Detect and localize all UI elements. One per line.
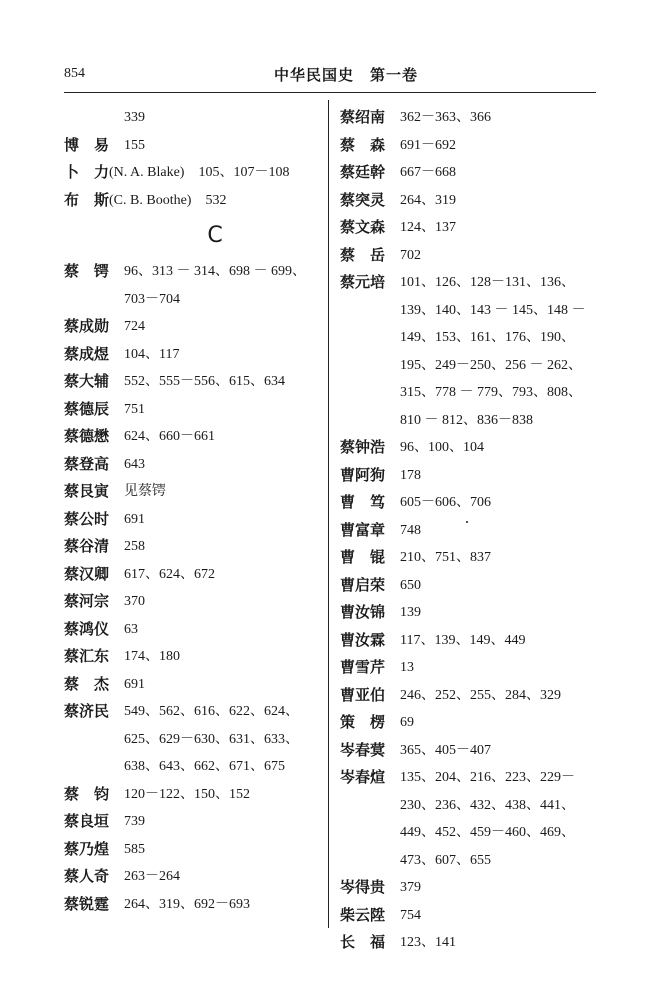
entry-name: 长 福: [340, 933, 386, 951]
index-entry: [64, 588, 326, 616]
index-entry: [64, 132, 326, 160]
index-entry: [340, 242, 602, 270]
entry-pages: 691－692: [400, 137, 456, 153]
entry-name: 曹 锟: [340, 548, 386, 566]
entry-name: 蔡 钧: [64, 784, 110, 803]
entry-pages: 754: [400, 907, 421, 923]
entry-pages: 702: [400, 247, 421, 263]
entry-name: 蔡锐霆: [64, 894, 110, 913]
index-entry: [340, 874, 602, 902]
index-entry: [64, 341, 326, 369]
entry-pages: 650: [400, 577, 421, 593]
index-entry: [340, 462, 602, 490]
index-entry: [64, 258, 326, 313]
left-column: [64, 104, 326, 918]
index-entry: [64, 368, 326, 396]
entry-name: 蔡元培: [340, 273, 386, 291]
entry-pages: 739: [124, 814, 145, 829]
entry-pages: 258: [124, 539, 145, 554]
entry-pages: 605－606、706: [400, 495, 491, 510]
entry-pages: 585: [124, 841, 145, 857]
index-entry: [340, 682, 602, 710]
index-entry: [340, 709, 602, 737]
column-divider: [328, 100, 329, 928]
entry-pages: 96、313 － 314、698 － 699、703－704: [124, 264, 306, 307]
index-entry: [64, 863, 326, 891]
entry-name: 蔡 岳: [340, 245, 386, 264]
entry-pages: 69: [400, 715, 414, 730]
index-entry: [340, 737, 602, 765]
entry-pages: 246、252、255、284、329: [400, 687, 561, 703]
index-entry: [340, 104, 602, 132]
index-entry: [340, 434, 602, 462]
index-entry: [340, 654, 602, 682]
entry-pages: 365、405－407: [400, 742, 491, 758]
right-column: [340, 104, 602, 957]
entry-pages: 174、180: [124, 649, 180, 664]
entry-pages: 123、141: [400, 935, 456, 950]
entry-name: 曹汝锦: [340, 603, 386, 621]
index-entry: [64, 506, 326, 534]
entry-name: 蔡文森: [340, 218, 386, 236]
entry-pages: 178: [400, 467, 421, 483]
index-entry: [340, 489, 602, 517]
entry-name: 蔡 杰: [64, 674, 110, 693]
entry-pages: 624、660－661: [124, 429, 215, 444]
entry-pages: 549、562、616、622、624、625、629－630、631、633、638、643、662、671、675: [124, 704, 299, 774]
index-entry: [340, 627, 602, 655]
entry-name: 蔡绍南: [340, 108, 386, 126]
entry-pages: 724: [124, 319, 145, 334]
index-entry: [340, 517, 602, 545]
index-entry: [64, 313, 326, 341]
entry-name: 曹亚伯: [340, 685, 386, 704]
entry-pages: 264、319、692－693: [124, 896, 250, 912]
entry-name: 蔡钟浩: [340, 438, 386, 456]
entry-name: 蔡 锷: [64, 262, 110, 280]
entry-pages: 379: [400, 880, 421, 895]
entry-name: 岑春蓂: [340, 740, 386, 759]
entry-name: 蔡公时: [64, 509, 110, 528]
index-entry: [64, 533, 326, 561]
entry-pages: 667－668: [400, 165, 456, 180]
entry-name: 蔡 森: [340, 135, 386, 154]
entry-name: 蔡鸿仪: [64, 619, 110, 638]
index-entry: [340, 187, 602, 215]
entry-pages: 101、126、128－131、136、139、140、143 － 145、148 － 149、153、161、176、190、195、249－250、256 － 262、315、778 － 779、793、808、810 － 812、836－838: [400, 275, 586, 428]
entry-name: 蔡廷幹: [340, 163, 386, 181]
entry-name: 蔡汇东: [64, 647, 110, 665]
index-entry: [64, 451, 326, 479]
entry-name: 蔡良垣: [64, 812, 110, 830]
entry-name: 策 楞: [340, 713, 386, 731]
entry-pages: 617、624、672: [124, 566, 215, 582]
index-entry: [340, 214, 602, 242]
entry-name: 布 斯: [64, 190, 110, 209]
entry-pages: 96、100、104: [400, 440, 484, 455]
index-entry: [64, 643, 326, 671]
entry-name: 蔡济民: [64, 702, 110, 720]
entry-name: 曹雪芹: [340, 658, 386, 676]
header-rule: [64, 92, 596, 93]
entry-pages: 263－264: [124, 869, 180, 884]
entry-name: 卜 力: [64, 163, 110, 181]
entry-name: 蔡成煜: [64, 344, 110, 363]
index-entry: [64, 423, 326, 451]
entry-name: 蔡大辅: [64, 372, 110, 390]
index-entry: [340, 572, 602, 600]
running-header: [64, 62, 596, 90]
index-entry: [64, 616, 326, 644]
entry-pages: 362－363、366: [400, 110, 491, 125]
entry-name: 曹 笃: [340, 493, 386, 511]
entry-name: 蔡突灵: [340, 190, 386, 209]
continuation-line: 339: [124, 110, 145, 125]
entry-pages: 124、137: [400, 220, 456, 235]
index-entry: [64, 698, 326, 781]
entry-pages: 691: [124, 511, 145, 527]
index-entry: [340, 929, 602, 957]
index-entry: [340, 132, 602, 160]
entry-name: 蔡人奇: [64, 867, 110, 885]
entry-name: 蔡乃煌: [64, 839, 110, 858]
entry-name: 曹汝霖: [340, 630, 386, 649]
entry-name: 蔡河宗: [64, 592, 110, 610]
entry-pages: 120－122、150、152: [124, 786, 250, 802]
entry-pages: 370: [124, 594, 145, 609]
entry-name: 蔡德懋: [64, 427, 110, 445]
entry-name: 曹启荣: [340, 575, 386, 594]
left-entry-list: [64, 258, 326, 918]
entry-pages: 748: [400, 522, 421, 538]
entry-pages: 104、117: [124, 346, 180, 362]
entry-name: 曹富章: [340, 520, 386, 539]
index-entry: [64, 891, 326, 919]
entry-name: 蔡艮寅: [64, 482, 110, 500]
entry-pages: 264、319: [400, 192, 456, 208]
index-entry: [64, 671, 326, 699]
entry-pages: 见蔡锷: [124, 484, 166, 499]
entry-pages: 117、139、149、449: [400, 632, 526, 648]
entry-pages: 139: [400, 605, 421, 620]
entry-pages: 210、751、837: [400, 550, 491, 565]
entry-name: 岑得贵: [340, 878, 386, 896]
index-entry: [64, 808, 326, 836]
page-number: 854: [64, 66, 85, 81]
entry-pages: 751: [124, 401, 145, 417]
entry-name: 蔡谷清: [64, 537, 110, 555]
entry-pages: (C. B. Boothe) 532: [109, 192, 227, 208]
index-entry: [340, 599, 602, 627]
index-entry: [340, 764, 602, 874]
index-entry: [64, 561, 326, 589]
right-entry-list: [340, 104, 602, 957]
index-entry: [340, 902, 602, 930]
entry-pages: 135、204、216、223、229－230、236、432、438、441、449、452、459－460、469、473、607、655: [400, 770, 575, 868]
book-title: 中华民国史 第一卷: [274, 66, 419, 84]
index-entry: [64, 159, 326, 187]
entry-name: 蔡德辰: [64, 399, 110, 418]
entry-name: 博 易: [64, 135, 110, 154]
entry-name: 柴云陞: [340, 905, 386, 924]
index-entry: [64, 396, 326, 424]
index-entry: [340, 159, 602, 187]
index-entry: [64, 781, 326, 809]
index-entry: [64, 187, 326, 215]
entry-name: 蔡成勋: [64, 317, 110, 335]
index-entry: [64, 478, 326, 506]
entry-name: 蔡登高: [64, 454, 110, 473]
entry-name: 曹阿狗: [340, 465, 386, 484]
index-entry: [340, 544, 602, 572]
entry-pages: 552、555－556、615、634: [124, 374, 285, 389]
entry-pages: 13: [400, 660, 414, 675]
entry-pages: 643: [124, 456, 145, 472]
entry-pages: 691: [124, 676, 145, 692]
entry-pages: 63: [124, 621, 138, 637]
index-entry: [340, 269, 602, 434]
index-entry: [64, 836, 326, 864]
section-letter: C: [207, 223, 223, 248]
entry-name: 岑春煊: [340, 768, 386, 786]
entry-pages: 155: [124, 137, 145, 153]
entry-name: 蔡汉卿: [64, 564, 110, 583]
entry-pages: (N. A. Blake) 105、107－108: [109, 165, 290, 180]
